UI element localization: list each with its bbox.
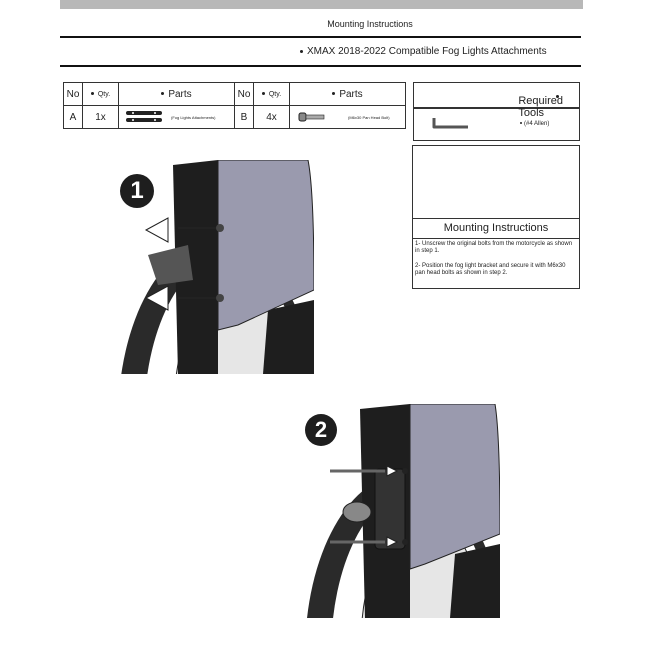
row-b-qty: 4x (254, 106, 290, 129)
bullet-icon (520, 122, 522, 124)
instruction-step-2: 2- Position the fog light bracket and secure it with M6x30 pan head bolts as shown in step 2. (415, 263, 566, 276)
bracket-icon (125, 110, 165, 124)
bullet-icon (300, 50, 303, 53)
allen-key-icon (432, 117, 472, 131)
tools-header: Required Tools (413, 82, 580, 109)
bullet-icon (161, 92, 164, 95)
row-b-no: B (235, 106, 254, 129)
step-1-badge: 1 (120, 174, 154, 208)
part-b-desc: (M6x30 Pan Head Bolt) (348, 115, 390, 120)
col-parts-b: Parts (290, 83, 406, 106)
step-2-badge: 2 (305, 414, 337, 446)
step-2-illustration (305, 404, 500, 618)
tools-body (413, 107, 580, 141)
part-a-desc: (Fog Lights Attachments) (171, 115, 216, 120)
instructions-divider-2 (413, 238, 579, 239)
subtitle: XMAX 2018-2022 Compatible Fog Lights Attachments (300, 46, 547, 57)
row-a-no: A (64, 106, 83, 129)
col-no-a: No (64, 83, 83, 106)
bolt-icon (298, 112, 328, 122)
col-qty-a: Qty. (83, 83, 119, 106)
title-divider (60, 36, 581, 38)
instructions-divider (413, 218, 579, 219)
col-parts-a: Parts (119, 83, 235, 106)
instructions-title: Mounting Instructions (443, 222, 549, 234)
document-title: Mounting Instructions (327, 19, 413, 29)
subtitle-divider (60, 65, 581, 67)
col-qty-b: Qty. (254, 83, 290, 106)
instruction-step-1: 1- Unscrew the original bolts from the motorcycle as shown in step 1. (415, 241, 573, 254)
row-b-parts (290, 106, 406, 129)
instructions-box (412, 145, 580, 289)
bullet-icon (262, 92, 265, 95)
step-1-illustration (118, 160, 314, 374)
bullet-icon (91, 92, 94, 95)
parts-table (63, 82, 406, 129)
tool-item: (#4 Allen) (520, 121, 549, 127)
col-no-b: No (235, 83, 254, 106)
row-a-parts (119, 106, 235, 129)
top-bar (60, 0, 583, 9)
row-a-qty: 1x (83, 106, 119, 129)
bullet-icon (332, 92, 335, 95)
